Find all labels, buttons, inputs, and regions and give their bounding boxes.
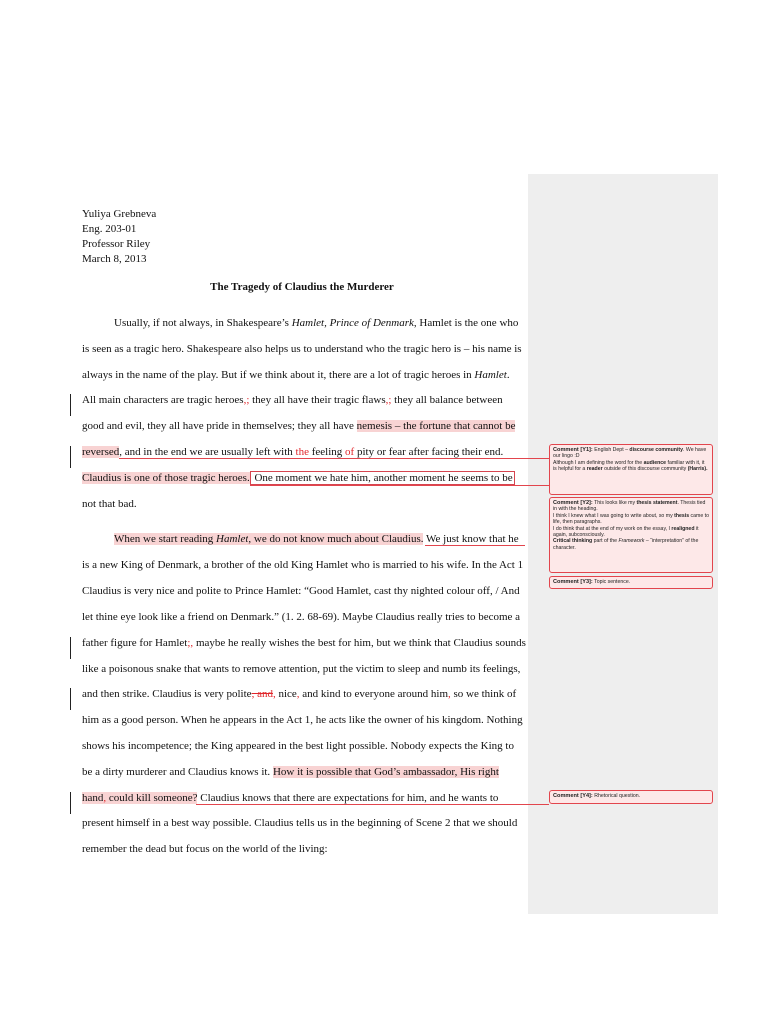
text-line: not that bad. xyxy=(82,498,137,510)
text-line: Usually, if not always, in Shakespeare’s Hamlet, Prince of Denmark, Hamlet is the one who xyxy=(114,317,519,329)
text-line: When we start reading Hamlet, we do not know much about Claudius. We just know that he xyxy=(114,533,519,545)
text-line: father figure for Hamlet;, maybe he really wishes the best for him, but we think that Claudius sounds xyxy=(82,637,526,649)
highlight-y3: When we start reading xyxy=(114,533,217,545)
text-line: and then strike. Claudius is very polite, and, nice, and kind to everyone around him, so we think of xyxy=(82,688,517,700)
comment-connector xyxy=(425,545,525,546)
change-bar xyxy=(70,446,71,468)
comment-connector xyxy=(196,804,549,805)
text-line: Claudius is very nice and polite to Prince Hamlet: “Good Hamlet, cast thy nighted colour off, / And xyxy=(82,585,520,597)
text-line: is a new King of Denmark, a brother of the old King Hamlet who is married to his wife. In the Act 1 xyxy=(82,559,524,571)
text-line: good and evil, they all have pride in themselves; they all have nemesis – the fortune that cannot be xyxy=(82,420,516,432)
comment-connector xyxy=(119,458,549,459)
highlight-y2: Claudius is one of those tragic heroes. xyxy=(82,472,250,484)
text-line: shows his incompetence; the King appeared in the best light possible. Nobody expects the King to xyxy=(82,740,514,752)
text-line: be a dirty murderer and Claudius knows it. How it is possible that God’s ambassador, His right xyxy=(82,766,499,778)
course-code: Eng. 203-01 xyxy=(82,223,137,235)
change-bar xyxy=(70,792,71,814)
comment-y2[interactable]: Comment [Y2]: This looks like my thesis statement. Thesis tied in with the heading. I think I knew what I was going to write about, so my thesis came to life, then paragraphs. I do think that at the end of my work on the essay, I realigned it again, subconsciously. Critical thinking part of the Framework – “interpretation” of the character. xyxy=(549,497,713,573)
change-bar xyxy=(70,394,71,416)
text-line: hand, could kill someone? Claudius knows that there are expectations for him, and he wants to xyxy=(82,792,499,804)
comment-connector xyxy=(250,485,549,486)
text-line: is seen as a tragic hero. Shakespeare also helps us to understand who the tragic hero is – his name is xyxy=(82,343,522,355)
text-line: like a poisonous snake that wants to remove attention, put the victim to sleep and numb its feelings, xyxy=(82,663,521,675)
comment-y1[interactable]: Comment [Y1]: English Dept – discourse community. We have our lingo :D Although I am defining the word for the audience familiar with it, it is helpful for a reader outside of this discourse community (Harris). xyxy=(549,444,713,495)
text-line: reversed, and in the end we are usually left with the feeling of pity or fear after facing their end. xyxy=(82,446,504,458)
text-line: let thine eye look like a friend on Denmark.” (1. 2. 68-69). Maybe Claudius really tries to become a xyxy=(82,611,521,623)
text-line: All main characters are tragic heroes,; they all have their tragic flaws,; they all balance between xyxy=(82,394,503,406)
highlight-y1: nemesis – the fortune that cannot be xyxy=(356,420,516,432)
text-line: present himself in a best way possible. Claudius tells us in the beginning of Scene 2 that we should xyxy=(82,817,518,829)
text-line: him as a good person. When he appears in the Act 1, he acts like the owner of his kingdom. Nothing xyxy=(82,714,523,726)
essay-title: The Tragedy of Claudius the Murderer xyxy=(210,281,394,293)
professor-name: Professor Riley xyxy=(82,238,151,250)
essay-date: March 8, 2013 xyxy=(82,253,147,265)
highlight-y4: How it is possible that God’s ambassador, His right xyxy=(272,766,499,778)
text-line: remember the dead but focus on the world of the living: xyxy=(82,843,328,855)
change-bar xyxy=(70,637,71,659)
comment-y2-body: This looks like my thesis statement. Thesis tied in with the heading. I think I knew what I was going to write about, so my thesis came to life, then paragraphs. I do think that at the end of my work on the essay, I realigned it again, subconsciously. Critical thinking part of the Framework – “interpretation” of the character. xyxy=(553,500,710,551)
comment-y1-body: English Dept – discourse community. We have our lingo :D Although I am defining the word for the audience familiar with it, it is helpful for a reader outside of this discourse community (Harris). xyxy=(553,447,708,473)
comment-y3[interactable]: Comment [Y3]: Topic sentence. xyxy=(549,576,713,589)
change-bar xyxy=(70,688,71,710)
text-line: Claudius is one of those tragic heroes. One moment we hate him, another moment he seems to be xyxy=(82,472,513,484)
author-name: Yuliya Grebneva xyxy=(82,208,157,220)
text-line: always in the name of the play. But if we think about it, there are a lot of tragic heroes in Hamlet. xyxy=(82,369,510,381)
essay-header xyxy=(82,207,156,267)
comment-y4[interactable]: Comment [Y4]: Rhetorical question. xyxy=(549,790,713,804)
